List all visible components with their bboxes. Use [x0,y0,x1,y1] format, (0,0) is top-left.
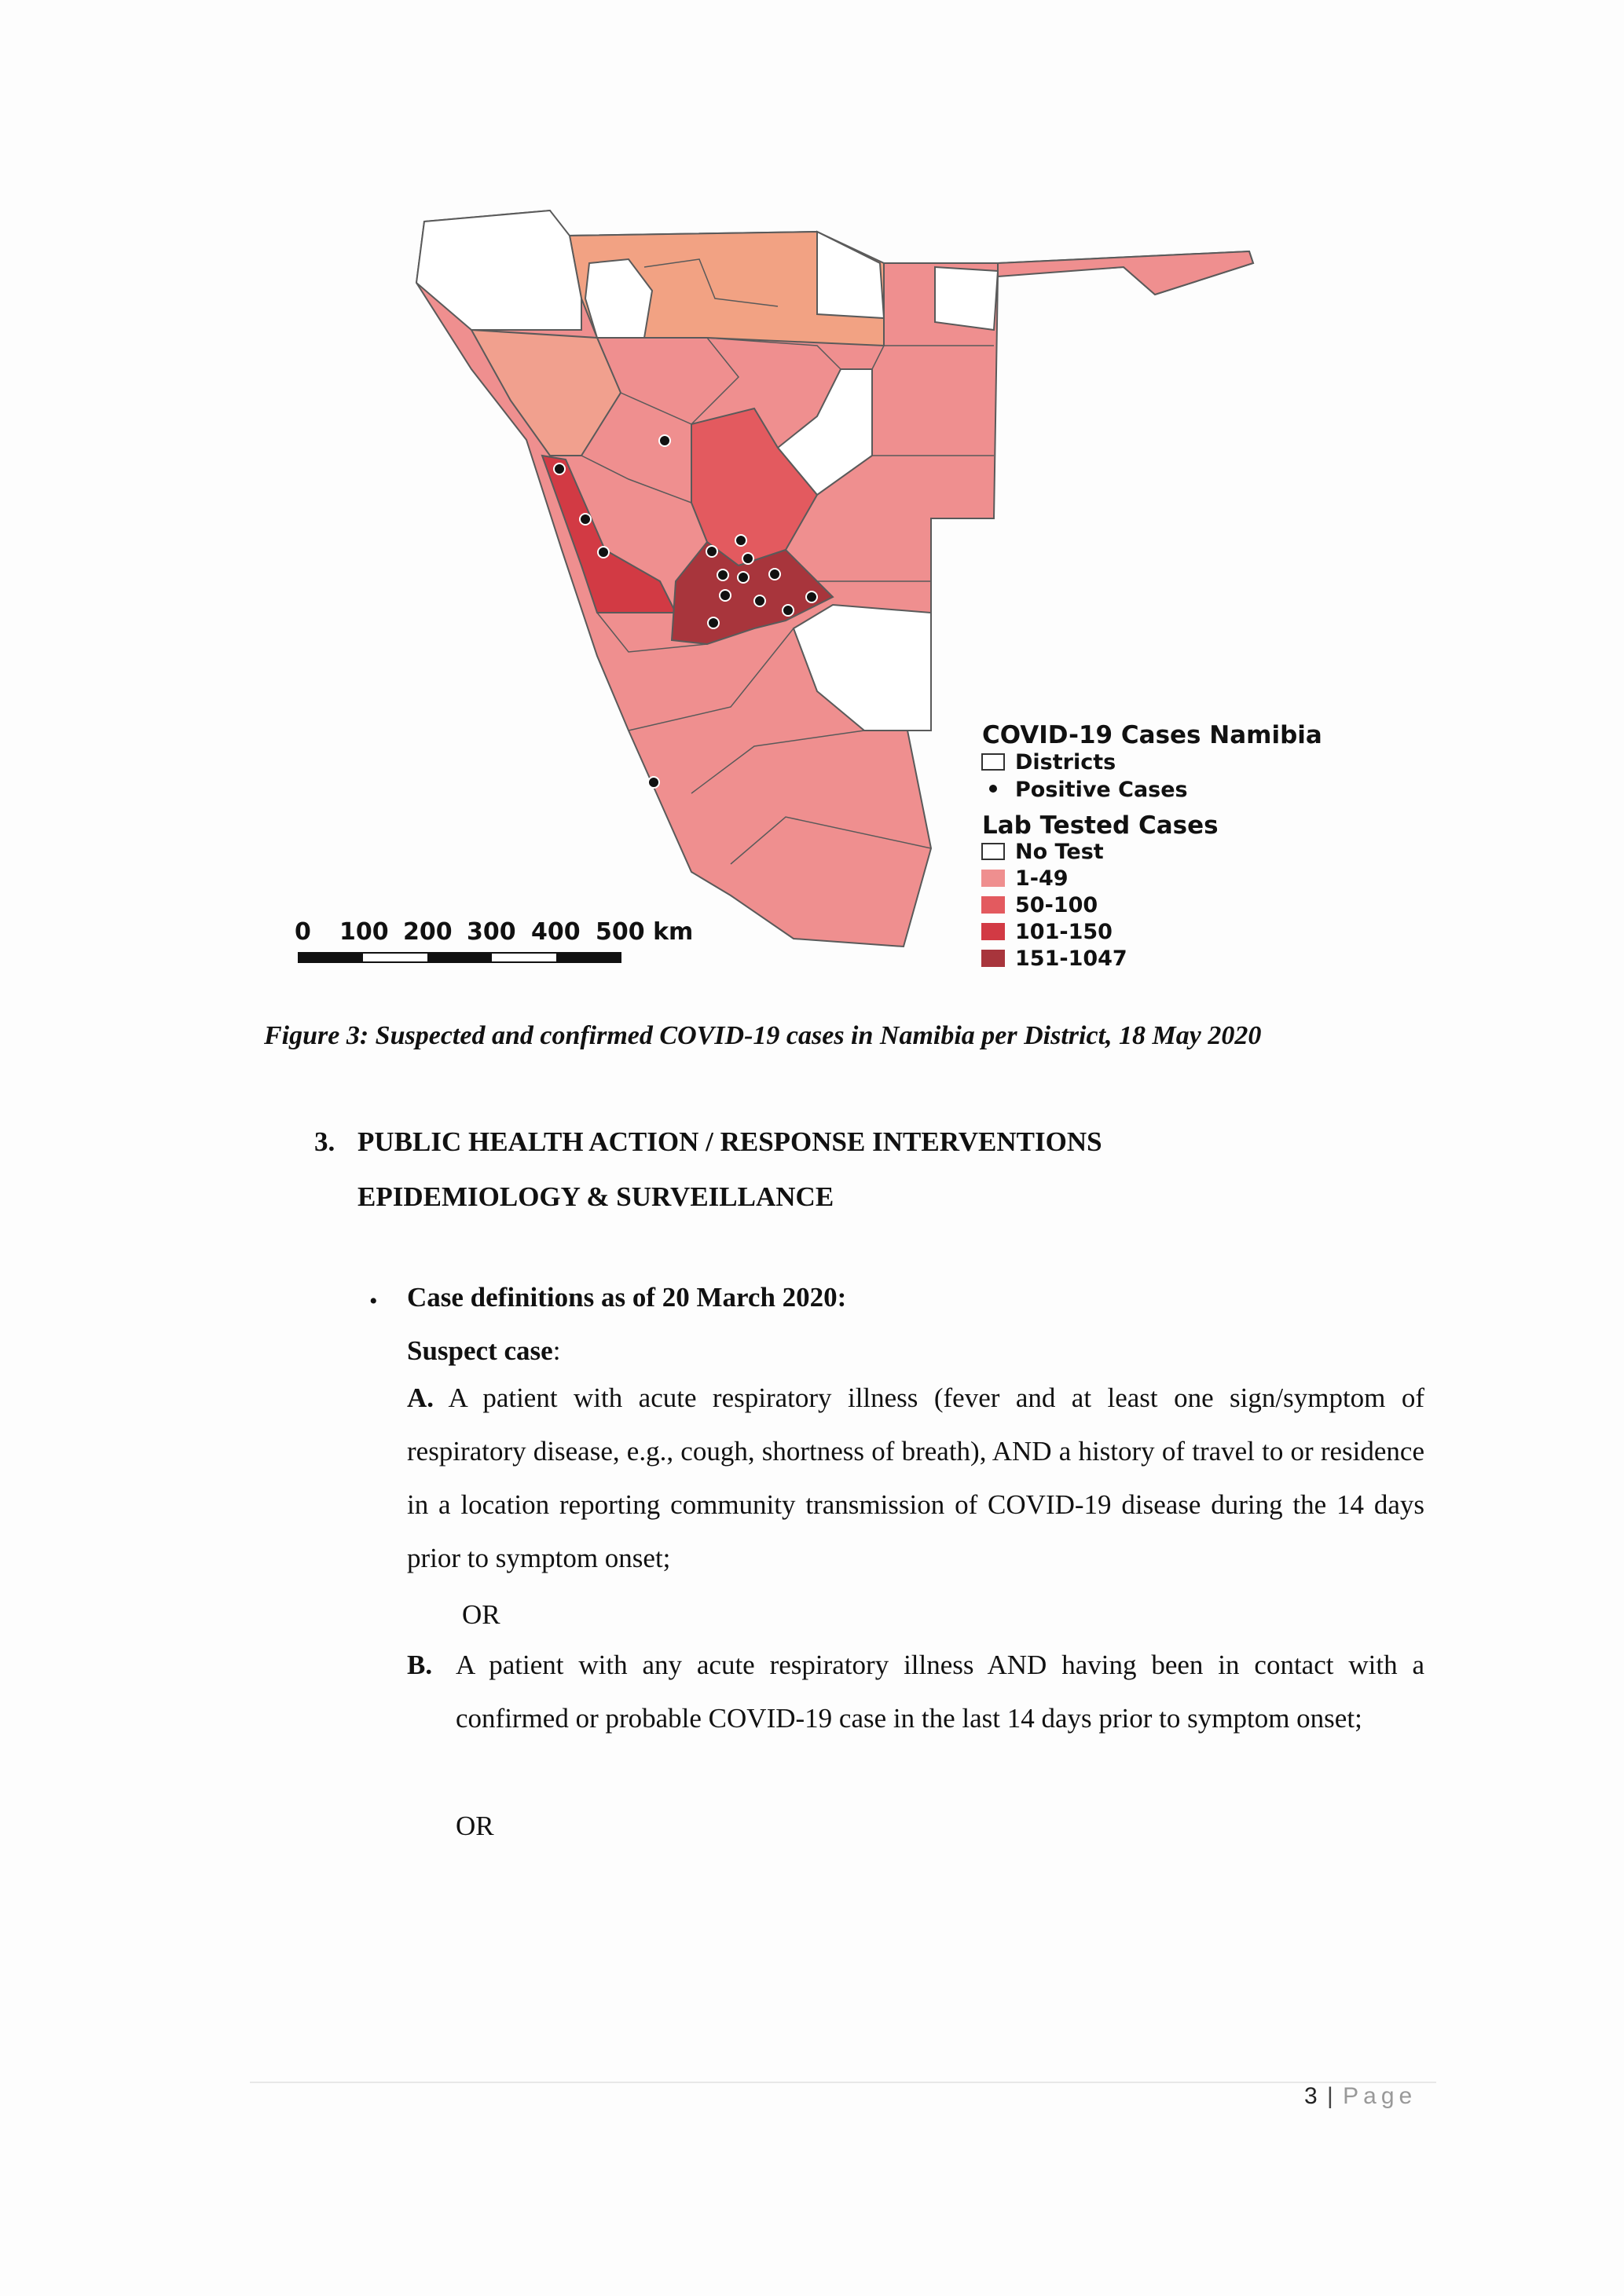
scale-label-200: 200 [403,918,453,946]
legend-item-label-0: No Test [1015,840,1104,864]
page-number: 3 [1304,2083,1318,2109]
legend-title: COVID-19 Cases Namibia [982,721,1322,749]
legend-item-label-2: 50-100 [1015,893,1098,917]
case-definitions-title: Case definitions as of 20 March 2020: [407,1282,847,1313]
scale-bar-seg-5 [556,953,621,962]
legend-positive: Positive Cases [1015,778,1188,802]
scale-label-500km: 500 km [596,918,694,946]
legend-lab-title: Lab Tested Cases [982,811,1219,840]
legend-swatch-3 [982,924,1004,939]
bullet-icon: • [369,1288,378,1314]
scale-label-100: 100 [339,918,389,946]
scale-label-400: 400 [531,918,581,946]
map-legend [982,721,1322,971]
scale-bar [295,918,693,962]
section-title-line1: PUBLIC HEALTH ACTION / RESPONSE INTERVENTIONS [357,1126,1102,1157]
legend-districts-swatch [982,754,1004,770]
region-no-test-kavango [817,232,884,318]
legend-swatch-1 [982,870,1004,886]
scale-bar-seg-3 [427,953,492,962]
definition-b-text: A patient with any acute respiratory illness AND having been in contact with a confirmed or probable COVID-19 case in the last 14 days prior to symptom onset; [456,1650,1424,1734]
suspect-case-label: Suspect case [407,1335,553,1366]
section-title-line2: EPIDEMIOLOGY & SURVEILLANCE [357,1181,834,1212]
legend-districts: Districts [1015,750,1116,774]
scale-bar-seg-1 [299,953,363,962]
legend-swatch-4 [982,950,1004,966]
or-separator-2: OR [456,1811,494,1841]
section-number: 3. [314,1126,335,1157]
page-separator: | [1327,2083,1333,2109]
page-word: Page [1343,2083,1417,2109]
legend-swatch-2 [982,897,1004,913]
or-separator-1: OR [462,1599,500,1630]
legend-item-label-4: 151-1047 [1015,947,1127,971]
figure-caption: Figure 3: Suspected and confirmed COVID-19 cases in Namibia per District, 18 May 2020 [264,1021,1262,1050]
legend-swatch-0 [982,844,1004,859]
definition-a-label: A. [407,1382,434,1413]
scale-label-300: 300 [467,918,516,946]
legend-item-label-3: 101-150 [1015,920,1113,944]
suspect-case-colon: : [552,1335,561,1366]
namibia-district-map [0,0,1624,1005]
footer-divider [250,2082,1436,2083]
legend-positive-dot [989,785,997,793]
region-no-test-nyangana [935,267,998,330]
definition-b-label: B. [407,1650,433,1680]
page-footer [1304,2083,1417,2110]
legend-item-label-1: 1-49 [1015,866,1069,891]
region-caprivi [998,251,1253,295]
definition-a [407,1371,1424,1585]
suspect-case-heading [407,1335,560,1367]
definition-a-text: A patient with acute respiratory illness (fever and at least one sign/symptom of respiratory disease, e.g., cough, shortness of breath), AND a history of travel to or residence in a location reporting community transmission of COVID-19 disease during the 14 days prior to symptom onset; [407,1382,1424,1573]
scale-label-0: 0 [295,918,311,946]
